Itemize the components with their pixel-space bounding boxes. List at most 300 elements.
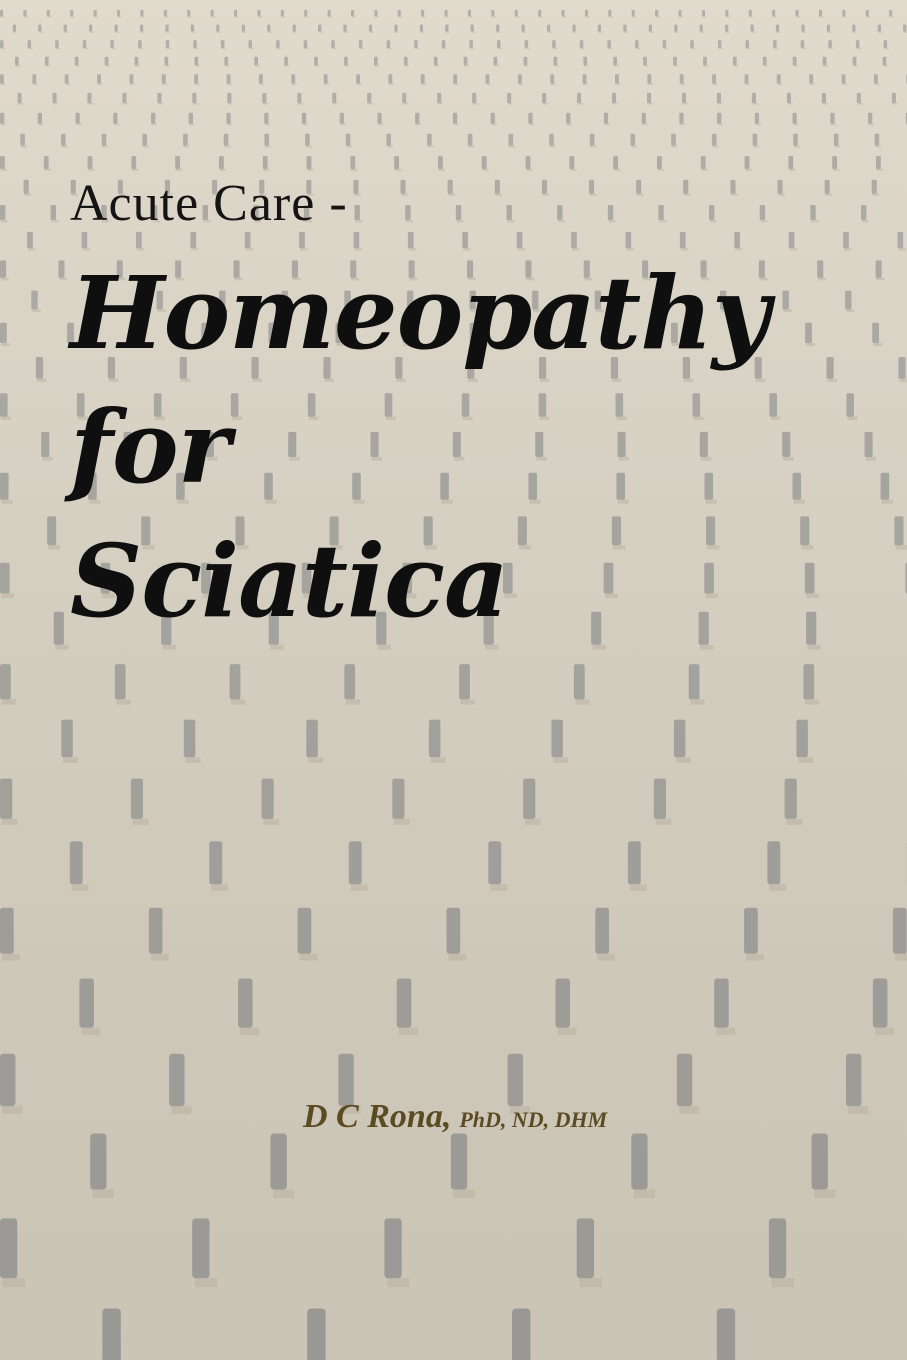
spike: [238, 979, 253, 1028]
spike: [227, 93, 231, 103]
spike: [785, 779, 797, 819]
spike: [803, 664, 814, 699]
spike-shadow: [48, 545, 60, 549]
spike-shadow: [857, 103, 862, 105]
spike: [193, 40, 197, 48]
spike: [714, 979, 729, 1028]
spike-shadow: [220, 169, 226, 171]
spike-shadow: [884, 48, 889, 49]
spike: [115, 664, 126, 699]
spike-shadow: [416, 124, 422, 126]
spike: [574, 664, 585, 699]
spike-shadow: [116, 699, 130, 704]
spike: [61, 134, 66, 146]
spike: [113, 113, 117, 124]
spike-shadow: [616, 84, 621, 85]
spike: [58, 260, 64, 278]
spike: [359, 40, 363, 48]
spike-shadow: [217, 32, 221, 33]
spike-shadow: [18, 103, 23, 105]
spike-shadow: [344, 32, 348, 33]
author-credentials: PhD, ND, DHM: [459, 1107, 608, 1132]
spike-shadow: [691, 48, 696, 49]
spike: [788, 156, 793, 169]
spike-shadow: [191, 32, 195, 33]
spike-shadow: [227, 124, 233, 126]
spike: [191, 25, 194, 32]
spike: [749, 10, 752, 16]
spike: [230, 664, 241, 699]
spike: [580, 40, 584, 48]
title-line-3: Sciatica: [70, 522, 508, 640]
spike-shadow: [399, 1028, 418, 1035]
spike-shadow: [158, 103, 163, 105]
spike: [0, 260, 6, 278]
spike: [0, 205, 5, 220]
spike-shadow: [598, 32, 602, 33]
spike: [377, 113, 381, 124]
spike: [893, 908, 907, 954]
spike-shadow: [1, 169, 7, 171]
spike-shadow: [32, 309, 40, 312]
spike: [434, 57, 438, 65]
spike: [105, 57, 109, 65]
spike: [518, 74, 522, 83]
spike: [702, 10, 705, 16]
spike: [356, 74, 360, 83]
spike-shadow: [749, 16, 753, 17]
spike-shadow: [492, 16, 496, 17]
spike-shadow: [298, 103, 303, 105]
spike-shadow: [306, 146, 312, 148]
spike: [41, 432, 49, 457]
spike: [846, 1054, 861, 1107]
spike-shadow: [315, 65, 320, 66]
spike-shadow: [580, 48, 585, 49]
spike-shadow: [114, 124, 120, 126]
spike: [0, 563, 10, 594]
spike-shadow: [454, 124, 460, 126]
spike: [744, 908, 758, 954]
spike-shadow: [473, 103, 478, 105]
spike: [346, 134, 351, 146]
spike: [189, 113, 193, 124]
spike-shadow: [788, 103, 793, 105]
title-block: [70, 175, 870, 648]
spike: [538, 10, 541, 16]
spike-shadow: [658, 169, 664, 171]
spike-shadow: [332, 48, 337, 49]
spike-shadow: [21, 146, 27, 148]
spike: [314, 57, 318, 65]
spike-shadow: [188, 16, 192, 17]
spike: [690, 40, 694, 48]
spike: [262, 93, 266, 103]
spike-shadow: [798, 757, 813, 763]
spike: [608, 10, 611, 16]
spike: [79, 979, 94, 1028]
spike: [284, 57, 288, 65]
spike: [856, 40, 860, 48]
spike: [631, 134, 636, 146]
spike: [725, 25, 728, 32]
spike: [712, 74, 716, 83]
spike: [753, 134, 758, 146]
spike-shadow: [1, 84, 6, 85]
spike-shadow: [613, 103, 618, 105]
spike-shadow: [258, 16, 262, 17]
spike-shadow: [231, 699, 245, 704]
spike-shadow: [345, 65, 350, 66]
spike-shadow: [172, 1106, 192, 1114]
spike: [297, 93, 301, 103]
spike-shadow: [24, 16, 28, 17]
spike-shadow: [90, 32, 94, 33]
spike: [763, 57, 767, 65]
spike-shadow: [94, 16, 98, 17]
spike-shadow: [904, 32, 907, 33]
spike-shadow: [263, 819, 279, 825]
spike-shadow: [634, 1190, 655, 1198]
spike-shadow: [139, 48, 144, 49]
spike-shadow: [877, 169, 883, 171]
spike-shadow: [648, 84, 653, 85]
spike: [872, 323, 879, 343]
spike-shadow: [273, 1190, 294, 1198]
spike-shadow: [898, 248, 905, 250]
spike-shadow: [47, 16, 51, 17]
spike: [70, 841, 83, 884]
spike-shadow: [793, 65, 798, 66]
spike-shadow: [802, 32, 806, 33]
spike-shadow: [24, 194, 31, 196]
spike: [812, 1134, 828, 1190]
spike-shadow: [140, 32, 144, 33]
spike-shadow: [680, 84, 685, 85]
spike: [459, 664, 470, 699]
spike-shadow: [211, 16, 215, 17]
spike: [0, 1218, 17, 1278]
spike: [192, 93, 196, 103]
spike-shadow: [421, 84, 426, 85]
spike: [262, 779, 274, 819]
spike-shadow: [857, 48, 862, 49]
spike: [801, 40, 805, 48]
spike-shadow: [265, 124, 271, 126]
spike-shadow: [726, 32, 730, 33]
spike: [654, 779, 666, 819]
spike-shadow: [525, 819, 541, 825]
spike-shadow: [28, 248, 35, 250]
spike-shadow: [75, 65, 80, 66]
spike-shadow: [225, 65, 230, 66]
spike-shadow: [823, 65, 828, 66]
spike-shadow: [434, 65, 439, 66]
spike-shadow: [2, 819, 18, 825]
spike: [350, 156, 355, 169]
spike: [583, 57, 587, 65]
spike-shadow: [843, 16, 847, 17]
spike: [349, 841, 362, 884]
spike-shadow: [195, 84, 200, 85]
spike: [830, 113, 834, 124]
spike-shadow: [679, 16, 683, 17]
spike-shadow: [438, 103, 443, 105]
spike: [777, 74, 781, 83]
spike: [194, 74, 198, 83]
spike-shadow: [300, 954, 318, 961]
spike: [674, 720, 686, 758]
spike: [392, 779, 404, 819]
spike: [259, 74, 263, 83]
spike-shadow: [305, 16, 309, 17]
spike: [130, 74, 134, 83]
spike-shadow: [890, 16, 894, 17]
spike: [649, 25, 652, 32]
spike: [27, 232, 33, 248]
spike: [302, 113, 306, 124]
spike-shadow: [508, 103, 513, 105]
spike-shadow: [265, 146, 271, 148]
spike-shadow: [676, 757, 691, 763]
spike-shadow: [439, 169, 445, 171]
spike: [394, 156, 399, 169]
spike-shadow: [614, 169, 620, 171]
spike: [15, 57, 19, 65]
spike: [682, 93, 686, 103]
spike-shadow: [672, 146, 678, 148]
spike: [701, 156, 706, 169]
spike-shadow: [193, 103, 198, 105]
spike: [324, 74, 328, 83]
spike-shadow: [539, 16, 543, 17]
spike: [496, 25, 499, 32]
spike-shadow: [431, 757, 446, 763]
spike-shadow: [636, 48, 641, 49]
spike-shadow: [591, 146, 597, 148]
spike-shadow: [28, 48, 32, 49]
spike: [572, 25, 575, 32]
spike: [28, 40, 32, 48]
spike-shadow: [351, 16, 355, 17]
spike-shadow: [624, 32, 628, 33]
spike: [291, 74, 295, 83]
spike: [881, 473, 890, 500]
spike: [679, 113, 683, 124]
spike: [445, 10, 448, 16]
spike: [842, 10, 845, 16]
spike: [23, 10, 26, 16]
spike: [398, 10, 401, 16]
spike: [351, 10, 354, 16]
spike: [755, 113, 759, 124]
spike-shadow: [186, 757, 201, 763]
spike-shadow: [93, 1190, 114, 1198]
spike-shadow: [307, 169, 313, 171]
spike-shadow: [347, 146, 353, 148]
spike-shadow: [42, 457, 53, 461]
spike-shadow: [680, 124, 686, 126]
spike: [76, 113, 80, 124]
spike: [569, 156, 574, 169]
spike: [192, 1218, 209, 1278]
spike-shadow: [718, 103, 723, 105]
spike: [482, 156, 487, 169]
spike-shadow: [755, 124, 761, 126]
spike-shadow: [304, 48, 309, 49]
spike: [343, 25, 346, 32]
spike-shadow: [1, 343, 10, 346]
spike-shadow: [644, 65, 649, 66]
spike: [54, 612, 64, 645]
spike: [404, 57, 408, 65]
spike: [745, 74, 749, 83]
spike-shadow: [152, 124, 158, 126]
subtitle-kicker: Acute Care -: [70, 175, 348, 232]
spike: [453, 113, 457, 124]
spike: [509, 134, 514, 146]
spike-shadow: [614, 65, 619, 66]
spike: [219, 156, 224, 169]
spike-shadow: [631, 146, 637, 148]
spike-shadow: [221, 48, 226, 49]
spike-shadow: [189, 124, 195, 126]
spike: [415, 113, 419, 124]
spike-shadow: [143, 146, 149, 148]
spike-shadow: [869, 124, 875, 126]
spike-shadow: [2, 1106, 22, 1114]
spike-shadow: [494, 65, 499, 66]
spike-shadow: [786, 819, 802, 825]
spike: [884, 40, 888, 48]
spike: [257, 10, 260, 16]
spike-shadow: [573, 32, 577, 33]
spike-shadow: [608, 48, 613, 49]
spike: [903, 25, 906, 32]
spike-shadow: [498, 48, 503, 49]
spike-shadow: [88, 169, 94, 171]
spike: [642, 113, 646, 124]
spike-shadow: [746, 954, 764, 961]
spike-shadow: [1, 220, 8, 222]
spike-shadow: [102, 146, 108, 148]
spike: [613, 57, 617, 65]
spike-shadow: [123, 103, 128, 105]
spike-shadow: [829, 48, 834, 49]
spike: [550, 74, 554, 83]
spike: [524, 57, 528, 65]
spike: [577, 1218, 594, 1278]
spike: [585, 10, 588, 16]
spike-shadow: [558, 1028, 577, 1035]
spike: [0, 473, 9, 500]
author-name: D C Rona,: [303, 1098, 452, 1135]
spike: [883, 57, 887, 65]
spike: [751, 25, 754, 32]
spike: [387, 40, 391, 48]
spike: [604, 113, 608, 124]
spike-shadow: [630, 884, 647, 891]
spike: [183, 134, 188, 146]
spike: [18, 93, 22, 103]
spike: [234, 10, 237, 16]
spike: [717, 1309, 735, 1360]
spike-shadow: [702, 169, 708, 171]
spike: [0, 10, 3, 16]
spike: [447, 908, 461, 954]
spike: [142, 134, 147, 146]
spike-shadow: [718, 124, 724, 126]
spike-shadow: [303, 124, 309, 126]
spike: [271, 1134, 287, 1190]
spike: [331, 40, 335, 48]
spike: [628, 841, 641, 884]
spike: [102, 1309, 120, 1360]
spike: [70, 10, 73, 16]
spike: [468, 134, 473, 146]
spike-shadow: [773, 16, 777, 17]
title-line-1: Homeopathy: [70, 254, 770, 372]
spike-shadow: [56, 48, 61, 49]
spike-shadow: [59, 278, 67, 281]
spike: [88, 156, 93, 169]
spike: [97, 74, 101, 83]
spike: [135, 57, 139, 65]
spike: [138, 40, 142, 48]
spike: [793, 134, 798, 146]
spike-shadow: [445, 16, 449, 17]
spike: [332, 93, 336, 103]
spike-shadow: [1, 594, 14, 599]
spike: [89, 25, 92, 32]
spike: [703, 57, 707, 65]
spike: [689, 664, 700, 699]
spike-shadow: [753, 103, 758, 105]
spike: [394, 25, 397, 32]
spike-shadow: [428, 146, 434, 148]
spike: [36, 357, 43, 379]
spike-shadow: [674, 65, 679, 66]
spike: [0, 74, 4, 83]
spike: [122, 93, 126, 103]
spike: [307, 1309, 325, 1360]
spike: [51, 205, 56, 220]
spike-shadow: [387, 146, 393, 148]
spike-shadow: [490, 884, 507, 891]
spike: [595, 908, 609, 954]
spike-shadow: [151, 954, 169, 961]
spike-shadow: [387, 1278, 410, 1287]
spike-shadow: [583, 84, 588, 85]
spike: [453, 74, 457, 83]
spike: [872, 180, 877, 194]
spike-shadow: [764, 65, 769, 66]
spike: [712, 134, 717, 146]
spike: [344, 664, 355, 699]
spike: [725, 10, 728, 16]
spike: [876, 156, 881, 169]
spike: [0, 113, 4, 124]
spike-shadow: [64, 32, 68, 33]
spike: [445, 25, 448, 32]
spike: [175, 156, 180, 169]
spike: [700, 25, 703, 32]
spike-shadow: [486, 84, 491, 85]
spike: [44, 156, 49, 169]
spike: [776, 25, 779, 32]
spike: [131, 156, 136, 169]
spike: [169, 1054, 184, 1107]
